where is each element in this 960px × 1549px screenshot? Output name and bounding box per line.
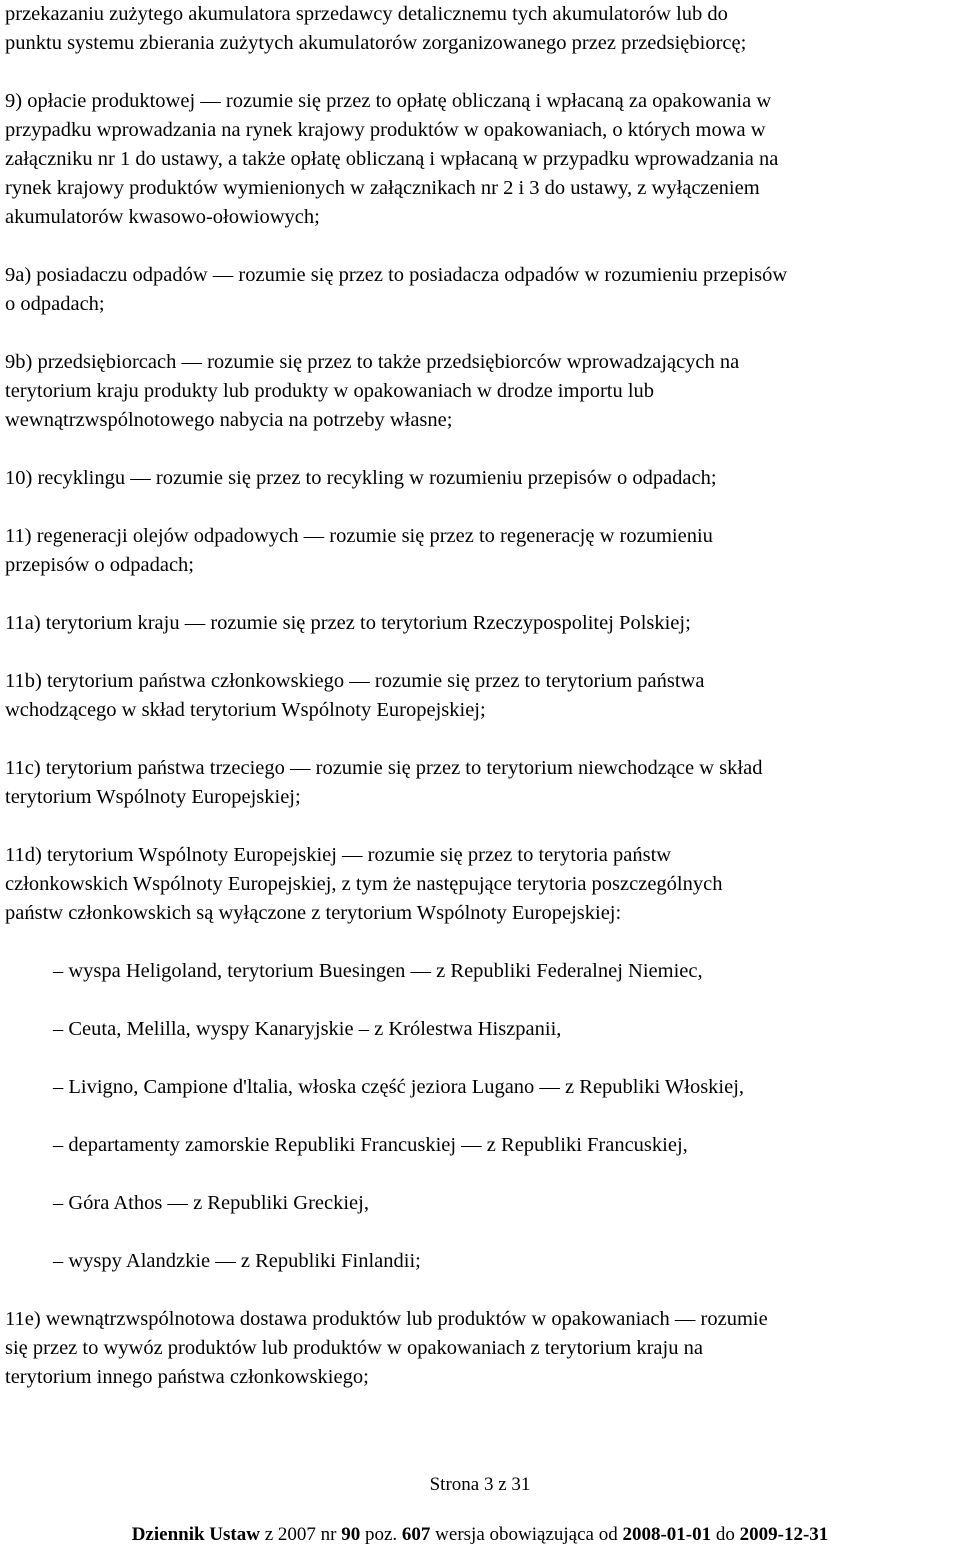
text-line: wchodzącego w skład terytorium Wspólnoty Europejskiej; — [5, 699, 486, 721]
paragraph — [5, 348, 955, 435]
text-line: rynek krajowy produktów wymienionych w załącznikach nr 2 i 3 do ustawy, z wyłączeniem — [5, 177, 760, 199]
text-line: terytorium innego państwa członkowskiego; — [5, 1366, 369, 1388]
text-line: akumulatorów kwasowo-ołowiowych; — [5, 206, 320, 228]
text-line: członkowskich Wspólnoty Europejskiej, z tym że następujące terytoria poszczególnych — [5, 873, 723, 895]
list-item: – departamenty zamorskie Republiki Francuskiej — z Republiki Francuskiej, — [53, 1134, 688, 1156]
footer-text-3: wersja obowiązująca od — [430, 1524, 623, 1545]
excluded-territories-list — [5, 957, 955, 1276]
paragraph — [5, 87, 955, 232]
list-item: – wyspa Heligoland, terytorium Buesingen — z Republiki Federalnej Niemiec, — [53, 960, 703, 982]
footer-text-2: poz. — [360, 1524, 402, 1545]
text-line: 10) recyklingu — rozumie się przez to recykling w rozumieniu przepisów o odpadach; — [5, 467, 717, 489]
document-body — [5, 0, 955, 1392]
paragraph-11e — [5, 1305, 955, 1392]
list-item: – Góra Athos — z Republiki Greckiej, — [53, 1192, 369, 1214]
text-line: 9b) przedsiębiorcach — rozumie się przez to także przedsiębiorców wprowadzających na — [5, 351, 740, 373]
text-line: wewnątrzwspólnotowego nabycia na potrzeby własne; — [5, 409, 453, 431]
footer-text-1: z 2007 nr — [259, 1524, 342, 1545]
text-line: terytorium kraju produkty lub produkty w opakowaniach w drodze importu lub — [5, 380, 655, 402]
text-line: państw członkowskich są wyłączone z terytorium Wspólnoty Europejskiej: — [5, 902, 622, 924]
text-line: 11b) terytorium państwa członkowskiego — rozumie się przez to terytorium państwa — [5, 670, 705, 692]
footer-journal: Dziennik Ustaw — [131, 1524, 260, 1545]
paragraph — [5, 609, 955, 638]
paragraph — [5, 667, 955, 725]
list-item: – Livigno, Campione d'ltalia, włoska część jeziora Lugano — z Republiki Włoskiej, — [53, 1076, 745, 1098]
paragraph — [5, 464, 955, 493]
text-line: 11a) terytorium kraju — rozumie się przez to terytorium Rzeczypospolitej Polskiej; — [5, 612, 691, 634]
text-line: załączniku nr 1 do ustawy, a także opłatę obliczaną i wpłacaną w przypadku wprowadzania na — [5, 148, 779, 170]
footer-date-from: 2008-01-01 — [622, 1524, 712, 1545]
text-line: 11e) wewnątrzwspólnotowa dostawa produktów lub produktów w opakowaniach — rozumie — [5, 1308, 768, 1330]
list-item: – wyspy Alandzkie — z Republiki Finlandii; — [53, 1250, 421, 1272]
text-line: przepisów o odpadach; — [5, 554, 194, 576]
paragraph — [5, 0, 955, 58]
text-line: terytorium Wspólnoty Europejskiej; — [5, 786, 301, 808]
paragraph — [5, 522, 955, 580]
text-line: 11d) terytorium Wspólnoty Europejskiej — rozumie się przez to terytoria państw — [5, 844, 672, 866]
footer-text-4: do — [711, 1524, 740, 1545]
page-number: Strona 3 z 31 — [429, 1474, 531, 1495]
paragraph — [5, 261, 955, 319]
text-line: 9a) posiadaczu odpadów — rozumie się przez to posiadacza odpadów w rozumieniu przepisów — [5, 264, 788, 286]
footer-number: 90 — [341, 1524, 361, 1545]
text-line: 11c) terytorium państwa trzeciego — rozumie się przez to terytorium niewchodzące w skład — [5, 757, 763, 779]
text-line: przekazaniu zużytego akumulatora sprzedawcy detalicznemu tych akumulatorów lub do — [5, 3, 728, 25]
list-item: – Ceuta, Melilla, wyspy Kanaryjskie – z Królestwa Hiszpanii, — [53, 1018, 562, 1040]
text-line: 9) opłacie produktowej — rozumie się przez to opłatę obliczaną i wpłacaną za opakowania w — [5, 90, 772, 112]
text-line: punktu systemu zbierania zużytych akumulatorów zorganizowanego przez przedsiębiorcę; — [5, 32, 747, 54]
text-line: się przez to wywóz produktów lub produktów w opakowaniach z terytorium kraju na — [5, 1337, 703, 1359]
text-line: przypadku wprowadzania na rynek krajowy produktów w opakowaniach, o których mowa w — [5, 119, 766, 141]
paragraphs — [5, 0, 955, 957]
text-line: 11) regeneracji olejów odpadowych — rozumie się przez to regenerację w rozumieniu — [5, 525, 713, 547]
footer-position: 607 — [401, 1524, 431, 1545]
footer — [0, 1520, 960, 1549]
paragraph — [5, 754, 955, 812]
footer-date-to: 2009-12-31 — [739, 1524, 829, 1545]
paragraph — [5, 841, 955, 928]
text-line: o odpadach; — [5, 293, 105, 315]
